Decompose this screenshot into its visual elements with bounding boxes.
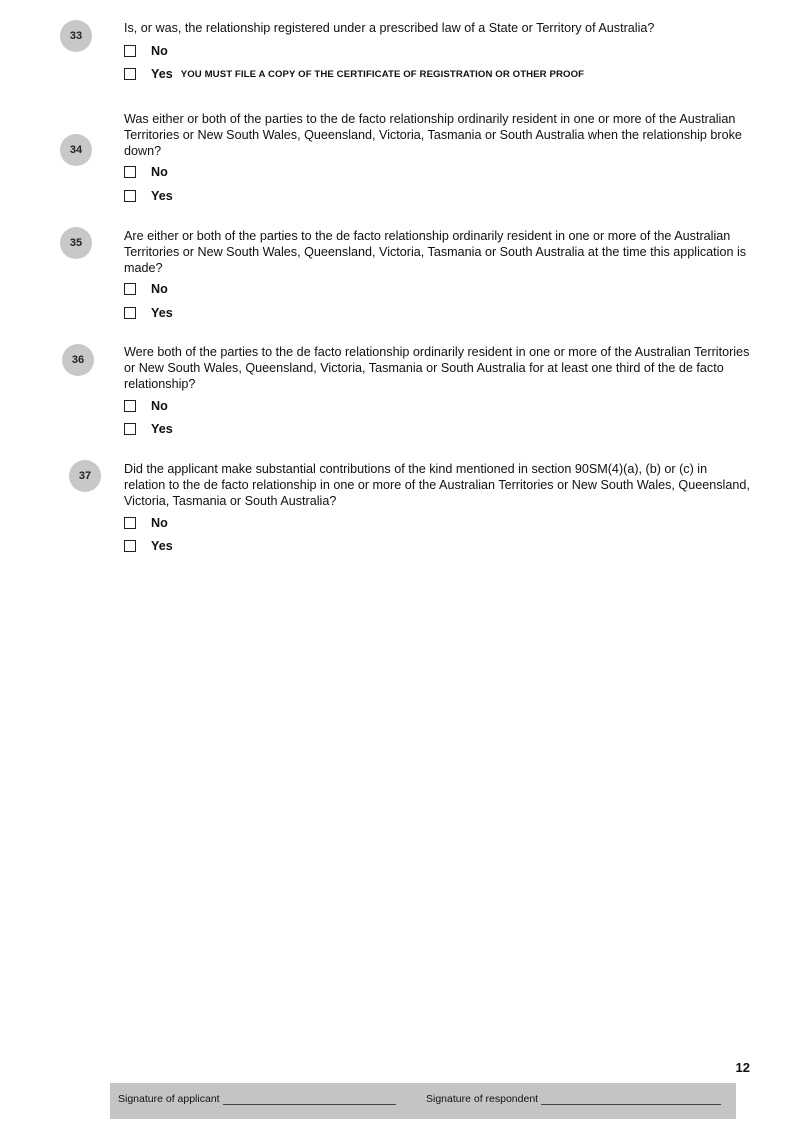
question-text: Was either or both of the parties to the de facto relationship ordinarily resident in one or more of the Australian Territories or New South Wales, Queensland, Victoria, Tasmania or South Australia when the relationship broke down? [124,112,742,158]
option-label: No [151,516,168,530]
no-checkbox[interactable] [124,517,136,529]
page-number: 12 [735,1060,750,1075]
applicant-signature [118,1093,396,1105]
signature-footer [110,1083,736,1119]
yes-checkbox[interactable] [124,68,136,80]
respondent-signature-line[interactable] [541,1094,721,1105]
yes-checkbox[interactable] [124,540,136,552]
question-number-badge: 37 [69,460,101,492]
option-label: No [151,44,168,58]
question-text: Were both of the parties to the de facto relationship ordinarily resident in one or more of the Australian Territories or New South Wales, Queensland, Victoria, Tasmania or South Australia for at least one third of the de facto relationship? [124,345,750,391]
applicant-signature-label: Signature of applicant [118,1093,220,1105]
no-checkbox[interactable] [124,166,136,178]
question-number-badge: 34 [60,134,92,166]
respondent-signature [426,1093,721,1105]
no-checkbox[interactable] [124,45,136,57]
option-row-yes [124,421,173,437]
option-row-no [124,281,168,297]
option-label: No [151,399,168,413]
option-label: Yes [151,306,173,320]
question-text: Is, or was, the relationship registered under a prescribed law of a State or Territory of Australia? [124,21,655,35]
question-number-badge: 35 [60,227,92,259]
option-label: No [151,165,168,179]
option-row-yes [124,188,173,204]
option-row-no [124,398,168,414]
yes-checkbox[interactable] [124,423,136,435]
no-checkbox[interactable] [124,283,136,295]
question-number-badge: 33 [60,20,92,52]
yes-checkbox[interactable] [124,190,136,202]
option-label: No [151,282,168,296]
option-label: Yes [151,539,173,553]
certificate-requirement-note: YOU MUST FILE A COPY OF THE CERTIFICATE OF REGISTRATION OR OTHER PROOF [180,68,585,80]
option-row-yes [124,538,173,554]
question-text: Are either or both of the parties to the de facto relationship ordinarily resident in one or more of the Australian Territories or New South Wales, Queensland, Victoria, Tasmania or South Australia at the time this application is made? [124,229,747,275]
no-checkbox[interactable] [124,400,136,412]
option-row-yes [124,66,584,82]
question-number-badge: 36 [62,344,94,376]
option-row-no [124,164,168,180]
option-label: Yes [151,422,173,436]
applicant-signature-line[interactable] [223,1094,396,1105]
respondent-signature-label: Signature of respondent [426,1093,539,1105]
option-label: Yes [151,189,173,203]
option-label: Yes [151,67,173,81]
option-row-yes [124,305,173,321]
question-text: Did the applicant make substantial contributions of the kind mentioned in section 90SM(4)(a), (b) or (c) in relation to the de facto relationship in one or more of the Australian Territories or New South Wales, Queensland, Victoria, Tasmania or South Australia? [124,462,750,508]
yes-checkbox[interactable] [124,307,136,319]
option-row-no [124,515,168,531]
option-row-no [124,43,168,59]
